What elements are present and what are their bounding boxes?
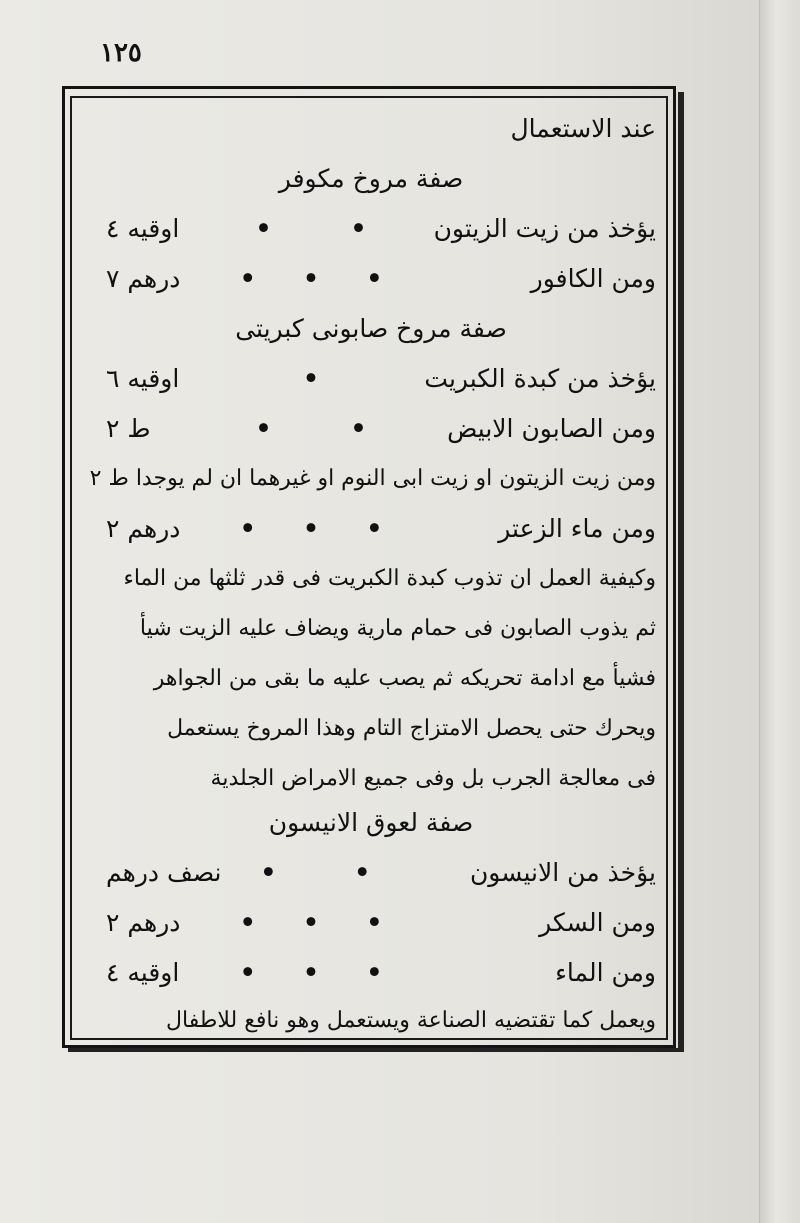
ingredient-quantity: درهم ٢ [106,908,181,937]
ingredient-row [86,406,656,452]
frame-shadow-bottom [68,1048,684,1052]
leader-dots: • • • [239,264,383,293]
page-text [86,100,656,1033]
leader-dots: • • [260,858,371,887]
ingredient-row [86,506,656,552]
ingredient-name: ومن ماء الزعتر [498,514,656,543]
ingredient-quantity: ط ٢ [106,414,151,443]
leader-dots: • • • [239,908,383,937]
recipe-heading: صفة مروخ مكوفر [278,164,464,193]
leader-dots: • • • [239,958,383,987]
text-line: عند الاستعمال [510,114,656,143]
leader-dots: • • [255,214,367,243]
ingredient-name: ومن السكر [539,908,656,937]
text-line: ومن زيت الزيتون او زيت ابى النوم او غيرهما ان لم يوجدا ط ٢ [89,466,656,491]
page-edge [759,0,800,1223]
paragraph-line: ويحرك حتى يحصل الامتزاج التام وهذا المروخ يستعمل [167,716,656,741]
ingredient-quantity: درهم ٢ [106,514,181,543]
paragraph-line: فشيأ مع ادامة تحريكه ثم يصب عليه ما بقى من الجواهر [153,666,656,691]
frame-shadow-right [678,92,684,1050]
ingredient-quantity: نصف درهم [106,858,222,887]
page-number: ١٢٥ [100,38,142,68]
leader-dots: • • [255,414,367,443]
ingredient-row [86,850,656,896]
paragraph-line: ثم يذوب الصابون فى حمام مارية ويضاف عليه الزيت شيأ [139,616,656,641]
closing-line: ويعمل كما تقتضيه الصناعة ويستعمل وهو نافع للاطفال [166,1008,656,1033]
ingredient-row [86,900,656,946]
ingredient-name: يؤخذ من الانيسون [469,858,656,887]
ingredient-name: ومن الماء [555,958,656,987]
ingredient-name: يؤخذ من كبدة الكبريت [424,364,656,393]
ingredient-name: ومن الكافور [530,264,656,293]
leader-dots: • [303,364,319,393]
ingredient-quantity: اوقيه ٤ [106,214,180,243]
ingredient-quantity: درهم ٧ [106,264,181,293]
recipe-heading: صفة لعوق الانيسون [268,808,474,837]
ingredient-row [86,950,656,996]
ingredient-row [86,206,656,252]
leader-dots: • • • [239,514,383,543]
ingredient-row [86,256,656,302]
ingredient-quantity: اوقيه ٤ [106,958,180,987]
ingredient-name: ومن الصابون الابيض [447,414,656,443]
ingredient-name: يؤخذ من زيت الزيتون [433,214,656,243]
ingredient-row [86,356,656,402]
paragraph-line: فى معالجة الجرب بل وفى جميع الامراض الجلدية [210,766,656,791]
paragraph-line: وكيفية العمل ان تذوب كبدة الكبريت فى قدر ثلثها من الماء [123,566,656,591]
recipe-heading: صفة مروخ صابونى كبريتى [235,314,507,343]
ingredient-quantity: اوقيه ٦ [106,364,180,393]
